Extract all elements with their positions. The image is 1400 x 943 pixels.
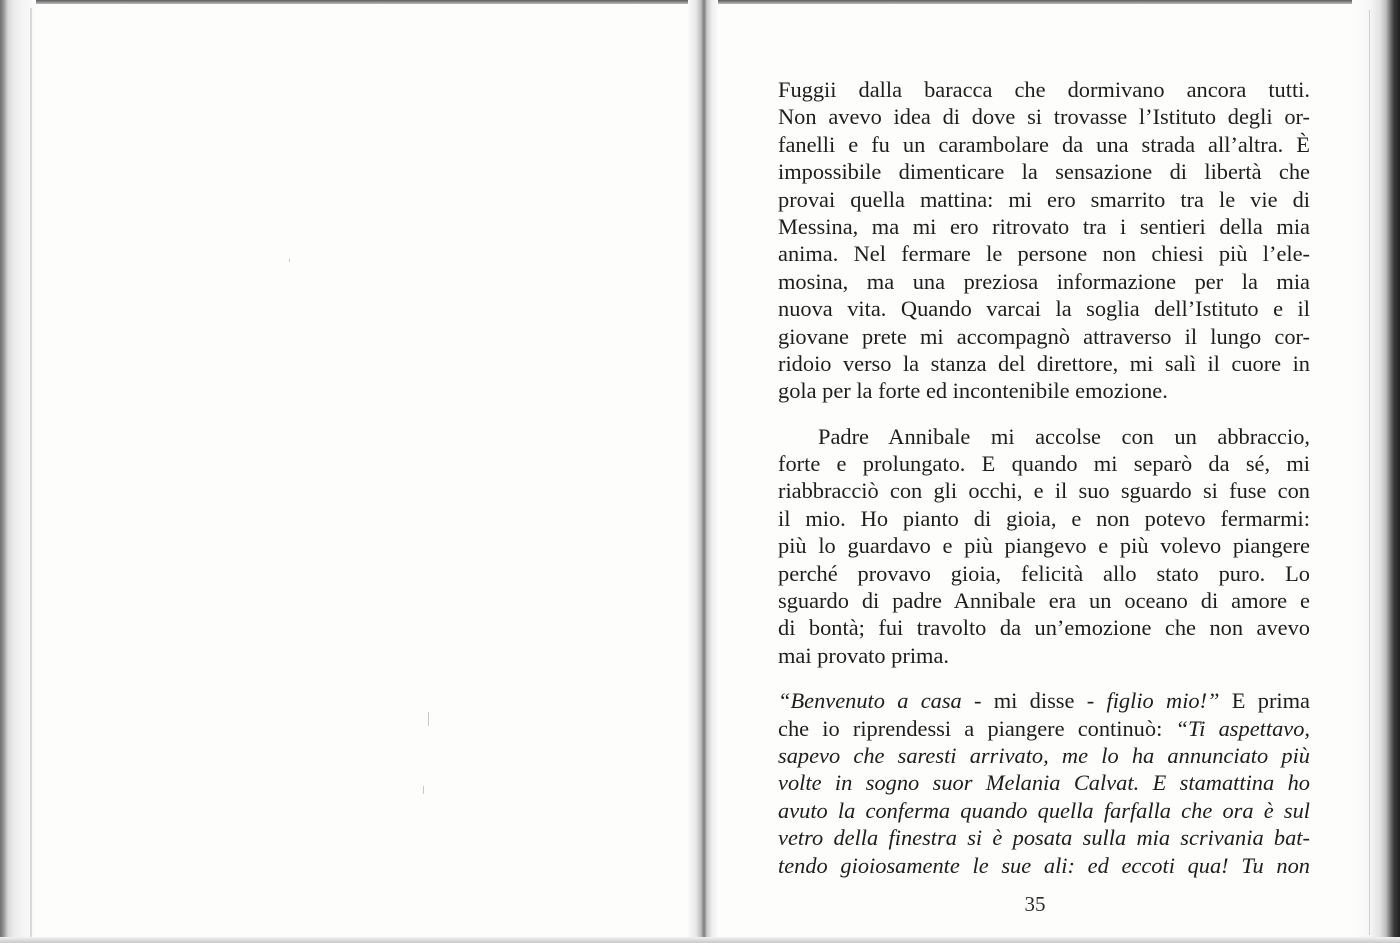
paper-speck bbox=[289, 259, 290, 262]
text-line bbox=[778, 769, 1310, 796]
italic-fragment: vetro della finestra si è posata sulla mia scrivania bat- bbox=[778, 825, 1310, 851]
paper-speck bbox=[428, 712, 429, 726]
text-line: provai quella mattina: mi ero smarrito tra le vie di bbox=[778, 186, 1310, 212]
text-fragment: - mi disse - bbox=[961, 688, 1107, 714]
text-line: nuova vita. Quando varcai la soglia dell’Istituto e il bbox=[778, 296, 1310, 322]
text-line: ridoio verso la stanza del direttore, mi salì il cuore in bbox=[778, 350, 1310, 376]
paragraph-3 bbox=[778, 687, 1310, 879]
text-line: il mio. Ho pianto di gioia, e non potevo fermarmi: bbox=[778, 505, 1310, 531]
text-line bbox=[778, 852, 1310, 879]
italic-fragment: figlio mio!” bbox=[1106, 688, 1220, 714]
text-line: Fuggii dalla baracca che dormivano ancora tutti. bbox=[778, 77, 1310, 102]
page-number: 35 bbox=[1024, 892, 1046, 916]
text-line: Non avevo idea di dove si trovasse l’Istituto degli or- bbox=[778, 104, 1310, 130]
paragraph-gap bbox=[778, 405, 1310, 423]
text-line: più lo guardavo e più piangevo e più volevo piangere bbox=[778, 533, 1310, 559]
text-line: riabbracciò con gli occhi, e il suo sguardo si fuse con bbox=[778, 478, 1310, 504]
text-fragment: E prima bbox=[1219, 688, 1310, 714]
paragraph-1 bbox=[778, 76, 1310, 405]
text-line: impossibile dimenticare la sensazione di libertà che bbox=[778, 159, 1310, 185]
text-line bbox=[778, 715, 1310, 742]
italic-fragment: tendo gioiosamente le sue ali: ed eccoti qua! Tu non bbox=[778, 852, 1310, 878]
text-line bbox=[778, 797, 1310, 824]
italic-fragment: “Ti aspettavo, bbox=[1175, 715, 1310, 741]
text-line: sguardo di padre Annibale era un oceano di amore e bbox=[778, 588, 1310, 614]
paper-speck bbox=[423, 786, 424, 794]
text-line bbox=[778, 687, 1310, 714]
italic-fragment: sapevo che saresti arrivato, me lo ha annunciato più bbox=[778, 742, 1310, 768]
page-body-text bbox=[778, 76, 1310, 879]
text-line: Messina, ma mi ero ritrovato tra i sentieri della mia bbox=[778, 213, 1310, 239]
italic-fragment: volte in sogno suor Melania Calvat. E stamattina ho bbox=[778, 770, 1310, 796]
text-line: anima. Nel fermare le persone non chiesi più l’ele- bbox=[778, 241, 1310, 267]
text-line bbox=[778, 824, 1310, 851]
book-gutter bbox=[688, 0, 718, 943]
italic-fragment: avuto la conferma quando quella farfalla che ora è sul bbox=[778, 797, 1310, 823]
text-line: Padre Annibale mi accolse con un abbraccio, bbox=[818, 423, 1310, 449]
paragraph-gap bbox=[778, 669, 1310, 687]
left-page bbox=[36, 4, 688, 937]
bottom-edge bbox=[0, 937, 1400, 943]
text-line bbox=[778, 742, 1310, 769]
text-line: mai provato prima. bbox=[778, 642, 949, 668]
text-fragment: che io riprendessi a piangere continuò: bbox=[778, 715, 1176, 741]
text-line: giovane prete mi accompagnò attraverso il lungo cor- bbox=[778, 323, 1310, 349]
left-edge-line bbox=[30, 8, 32, 938]
italic-fragment: “Benvenuto a casa bbox=[778, 688, 962, 714]
right-page-edge bbox=[1352, 0, 1400, 943]
text-line: fanelli e fu un carambolare da una strada all’altra. È bbox=[778, 131, 1310, 157]
text-line: forte e prolungato. E quando mi separò da sé, mi bbox=[778, 451, 1310, 477]
right-edge-line bbox=[1369, 10, 1370, 935]
text-line: perché provavo gioia, felicità allo stato puro. Lo bbox=[778, 560, 1310, 586]
right-page bbox=[718, 4, 1352, 937]
text-line: di bontà; fui travolto da un’emozione che non avevo bbox=[778, 615, 1310, 641]
paragraph-2 bbox=[778, 423, 1310, 670]
text-line: gola per la forte ed incontenibile emozione. bbox=[778, 378, 1168, 404]
text-line: mosina, ma una preziosa informazione per la mia bbox=[778, 268, 1310, 294]
